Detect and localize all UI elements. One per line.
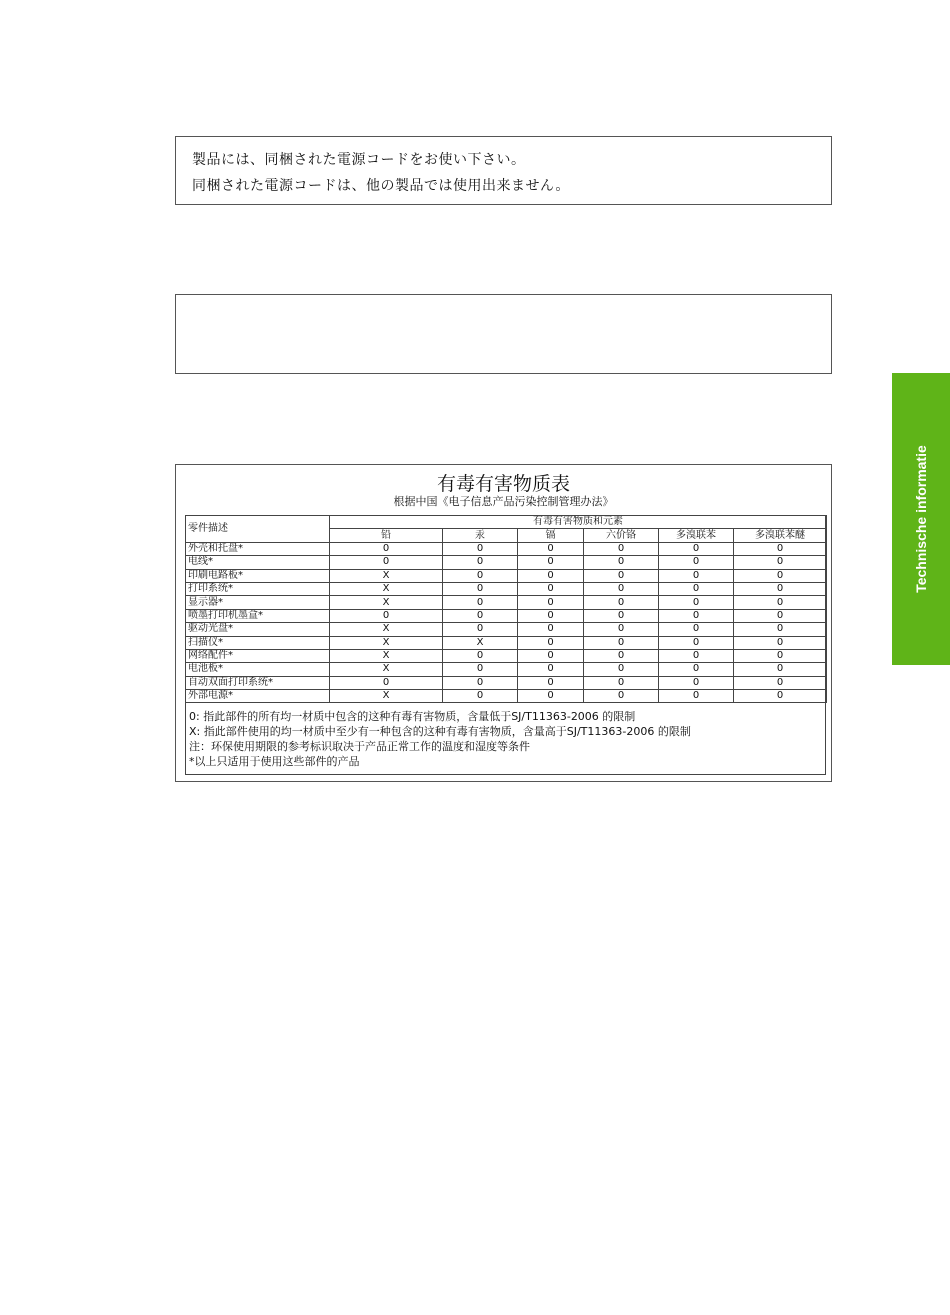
substance-value-cell: 0	[518, 623, 584, 636]
table-body	[186, 542, 827, 703]
substance-value-cell: X	[330, 663, 443, 676]
substance-value-cell: 0	[734, 690, 827, 703]
table-row	[186, 596, 827, 609]
substance-value-cell: 0	[584, 676, 659, 689]
substance-value-cell: 0	[330, 676, 443, 689]
substance-value-cell: 0	[734, 556, 827, 569]
substance-value-cell: 0	[584, 609, 659, 622]
table-note: 注：环保使用期限的参考标识取决于产品正常工作的温度和湿度等条件	[189, 740, 530, 753]
substance-value-cell: 0	[659, 542, 734, 555]
part-name-cell: 打印系统*	[186, 582, 330, 595]
part-name-cell: 电池板*	[186, 663, 330, 676]
substance-value-cell: 0	[659, 663, 734, 676]
substance-value-cell: 0	[659, 569, 734, 582]
part-name-cell: 网络配件*	[186, 649, 330, 662]
substance-value-cell: 0	[659, 690, 734, 703]
table-row	[186, 556, 827, 569]
substance-value-cell: 0	[518, 596, 584, 609]
substance-value-cell: 0	[584, 569, 659, 582]
table-row	[186, 690, 827, 703]
table-row	[186, 569, 827, 582]
table-note: *以上只适用于使用这些部件的产品	[189, 755, 360, 768]
table-row	[186, 609, 827, 622]
substance-value-cell: 0	[518, 690, 584, 703]
substance-value-cell: X	[330, 569, 443, 582]
substance-value-cell: X	[330, 623, 443, 636]
substance-value-cell: 0	[518, 556, 584, 569]
part-name-cell: 扫描仪*	[186, 636, 330, 649]
substance-value-cell: 0	[734, 663, 827, 676]
substance-value-cell: 0	[584, 556, 659, 569]
substance-value-cell: 0	[734, 569, 827, 582]
notice-line-1: 製品には、同梱された電源コードをお使い下さい。	[192, 152, 526, 168]
substance-value-cell: 0	[659, 649, 734, 662]
substance-value-cell: 0	[734, 649, 827, 662]
substance-value-cell: 0	[659, 556, 734, 569]
substance-value-cell: 0	[443, 569, 518, 582]
substance-value-cell: X	[443, 636, 518, 649]
substance-value-cell: 0	[330, 556, 443, 569]
table-title: 有毒有害物质表	[436, 473, 570, 495]
table-note: 0: 指此部件的所有均一材质中包含的这种有毒有害物质，含量低于SJ/T11363-2006 的限制	[189, 710, 636, 723]
substance-value-cell: 0	[584, 690, 659, 703]
table-row	[186, 582, 827, 595]
substance-value-cell: 0	[734, 623, 827, 636]
substance-value-cell: 0	[734, 542, 827, 555]
part-name-cell: 喷墨打印机墨盒*	[186, 609, 330, 622]
substance-value-cell: 0	[584, 636, 659, 649]
substance-value-cell: 0	[443, 556, 518, 569]
hazardous-substances-panel	[175, 464, 832, 782]
substance-value-cell: 0	[518, 542, 584, 555]
column-header: 镉	[518, 529, 584, 542]
table-row	[186, 649, 827, 662]
part-name-cell: 驱动光盘*	[186, 623, 330, 636]
substance-value-cell: 0	[659, 582, 734, 595]
substance-value-cell: 0	[518, 663, 584, 676]
substance-value-cell: 0	[518, 569, 584, 582]
substance-value-cell: 0	[443, 609, 518, 622]
part-name-cell: 外部电源*	[186, 690, 330, 703]
table-notes	[189, 709, 691, 769]
substance-value-cell: X	[330, 636, 443, 649]
part-name-cell: 外壳和托盘*	[186, 542, 330, 555]
substance-value-cell: 0	[659, 676, 734, 689]
table-row	[186, 623, 827, 636]
part-description-header: 零件描述	[186, 516, 330, 543]
hazardous-substances-table	[185, 515, 827, 703]
substance-value-cell: 0	[659, 623, 734, 636]
substance-value-cell: 0	[659, 609, 734, 622]
substance-value-cell: 0	[330, 609, 443, 622]
column-header: 汞	[443, 529, 518, 542]
table-row	[186, 542, 827, 555]
substance-value-cell: X	[330, 582, 443, 595]
substance-value-cell: 0	[443, 596, 518, 609]
table-note: X: 指此部件使用的均一材质中至少有一种包含的这种有毒有害物质，含量高于SJ/T11363-2006 的限制	[189, 725, 691, 738]
table-row	[186, 663, 827, 676]
substance-value-cell: 0	[443, 690, 518, 703]
substance-value-cell: 0	[330, 542, 443, 555]
substance-value-cell: 0	[659, 596, 734, 609]
part-name-cell: 印刷电路板*	[186, 569, 330, 582]
substance-value-cell: 0	[443, 623, 518, 636]
empty-frame	[175, 294, 832, 374]
substance-value-cell: 0	[734, 609, 827, 622]
substance-value-cell: 0	[659, 636, 734, 649]
substance-value-cell: 0	[518, 609, 584, 622]
section-side-tab	[892, 373, 950, 665]
substance-value-cell: 0	[518, 676, 584, 689]
substance-value-cell: 0	[584, 542, 659, 555]
substance-value-cell: 0	[584, 649, 659, 662]
table-row	[186, 636, 827, 649]
table-subtitle: 根据中国《电子信息产品污染控制管理办法》	[393, 495, 614, 508]
substance-value-cell: 0	[584, 663, 659, 676]
substance-value-cell: 0	[518, 649, 584, 662]
side-tab-label: Technische informatie	[913, 445, 929, 593]
substance-value-cell: 0	[584, 623, 659, 636]
substance-value-cell: X	[330, 690, 443, 703]
notice-line-2: 同梱された電源コードは、他の製品では使用出来ません。	[192, 178, 570, 194]
substance-value-cell: 0	[734, 636, 827, 649]
column-header: 六价铬	[584, 529, 659, 542]
part-name-cell: 自动双面打印系统*	[186, 676, 330, 689]
substance-value-cell: 0	[443, 663, 518, 676]
column-header: 多溴联苯	[659, 529, 734, 542]
substance-value-cell: X	[330, 596, 443, 609]
substance-value-cell: 0	[518, 582, 584, 595]
part-name-cell: 电线*	[186, 556, 330, 569]
substance-value-cell: 0	[518, 636, 584, 649]
substances-group-header: 有毒有害物质和元素	[330, 516, 827, 529]
substance-value-cell: 0	[734, 582, 827, 595]
table-frame	[185, 515, 826, 775]
substance-value-cell: 0	[443, 542, 518, 555]
column-header: 多溴联苯醚	[734, 529, 827, 542]
column-header: 铅	[330, 529, 443, 542]
substance-value-cell: 0	[584, 582, 659, 595]
table-row	[186, 676, 827, 689]
substance-value-cell: X	[330, 649, 443, 662]
power-cord-notice	[175, 136, 832, 205]
substance-value-cell: 0	[443, 676, 518, 689]
substance-value-cell: 0	[734, 596, 827, 609]
part-name-cell: 显示器*	[186, 596, 330, 609]
substance-value-cell: 0	[443, 649, 518, 662]
substance-value-cell: 0	[443, 582, 518, 595]
substance-value-cell: 0	[584, 596, 659, 609]
substance-value-cell: 0	[734, 676, 827, 689]
